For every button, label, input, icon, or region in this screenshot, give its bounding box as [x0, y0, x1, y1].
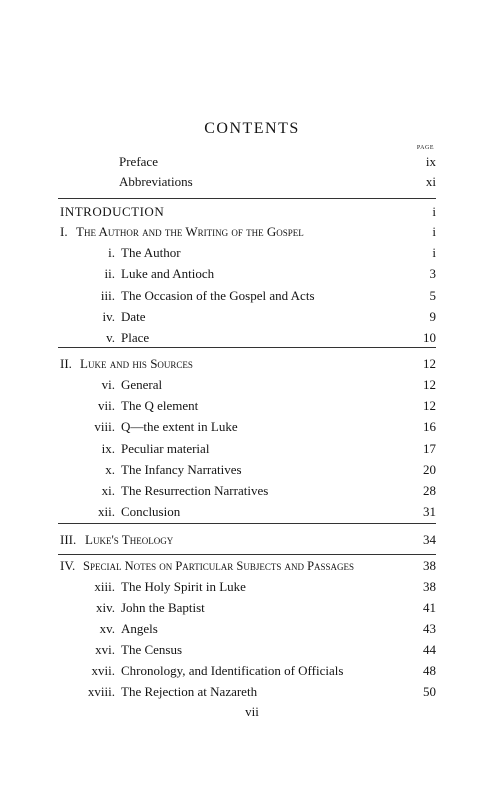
- page-title: CONTENTS: [204, 120, 300, 137]
- toc-entry-page: 48: [423, 663, 436, 678]
- toc-entry-page: i: [432, 204, 436, 219]
- toc-entry-page: 41: [423, 600, 436, 615]
- toc-entry: [0, 639, 504, 661]
- toc-entry-label: The Holy Spirit in Luke: [121, 579, 246, 594]
- toc-entry-page: xi: [425, 174, 436, 189]
- toc-section-heading: [0, 353, 504, 375]
- section-number: II.: [60, 356, 72, 371]
- toc-entry-label: Date: [121, 309, 146, 324]
- entry-number: xiv.: [95, 600, 115, 615]
- toc-heading-label: INTRODUCTION: [60, 204, 165, 219]
- toc-entry: [0, 306, 504, 328]
- entry-number: iv.: [102, 309, 115, 324]
- entry-number: viii.: [94, 419, 115, 434]
- toc-entry-label: Angels: [121, 621, 158, 636]
- toc-entry-label: Peculiar material: [121, 441, 210, 456]
- section-title: Luke and his Sources: [80, 356, 193, 371]
- entry-number: xi.: [101, 483, 115, 498]
- toc-entry-page: ix: [425, 154, 436, 169]
- toc-entry-label: Luke and Antioch: [121, 266, 215, 281]
- toc-entry-label: The Q element: [121, 398, 199, 413]
- toc-entry-label: Preface: [119, 154, 158, 169]
- toc-entry-label: General: [121, 377, 163, 392]
- toc-entry: [0, 263, 504, 285]
- toc-entry-label: The Census: [121, 642, 183, 657]
- section-number: IV.: [60, 558, 76, 573]
- toc-entry: [0, 438, 504, 460]
- section-number: I.: [60, 224, 68, 239]
- toc-entry-page: 20: [423, 462, 436, 477]
- toc-section-heading: [0, 529, 504, 551]
- toc-entry-label: The Occasion of the Gospel and Acts: [121, 288, 315, 303]
- toc-entry-page: 38: [423, 579, 436, 594]
- toc-entry-label: The Infancy Narratives: [121, 462, 242, 477]
- toc-entry: [0, 459, 504, 481]
- toc-entry-page: 10: [423, 330, 436, 345]
- entry-number: iii.: [100, 288, 115, 303]
- entry-number: xvii.: [91, 663, 115, 678]
- toc-entry: [0, 242, 504, 264]
- toc-entry: [0, 681, 504, 703]
- toc-entry-page: 43: [423, 621, 436, 636]
- toc-entry-page: i: [432, 245, 436, 260]
- section-number: III.: [60, 532, 77, 547]
- toc-entry-page: 9: [429, 309, 436, 324]
- entry-number: v.: [106, 330, 115, 345]
- toc-entry-page: 31: [423, 504, 436, 519]
- toc-entry-label: Chronology, and Identification of Officials: [121, 663, 344, 678]
- toc-entry-page: 12: [423, 377, 436, 392]
- toc-entry-page: 5: [429, 288, 436, 303]
- toc-entry-page: 38: [423, 558, 436, 573]
- toc-entry: [0, 618, 504, 640]
- toc-entry: [0, 576, 504, 598]
- toc-entry: [0, 395, 504, 417]
- section-divider: [58, 198, 436, 199]
- toc-entry-page: 34: [423, 532, 436, 547]
- toc-entry-page: 50: [423, 684, 436, 699]
- toc-entry-label: The Author: [121, 245, 181, 260]
- toc-entry-page: i: [432, 224, 436, 239]
- toc-entry-page: 12: [423, 356, 436, 371]
- entry-number: xv.: [99, 621, 115, 636]
- entry-number: ii.: [104, 266, 115, 281]
- toc-entry-page: 3: [429, 266, 436, 281]
- entry-number: x.: [105, 462, 115, 477]
- toc-entry: [0, 374, 504, 396]
- toc-entry-page: 17: [423, 441, 436, 456]
- section-divider: [58, 347, 436, 348]
- toc-entry-label: The Resurrection Narratives: [121, 483, 269, 498]
- toc-entry-page: 12: [423, 398, 436, 413]
- toc-entry-page: 16: [423, 419, 436, 434]
- toc-entry-label: Abbreviations: [119, 174, 193, 189]
- section-title: Special Notes on Particular Subjects and Passages: [83, 559, 355, 573]
- toc-entry-label: The Rejection at Nazareth: [121, 684, 258, 699]
- toc-entry-label: John the Baptist: [121, 600, 205, 615]
- page-number: vii: [245, 704, 259, 719]
- toc-entry: [0, 285, 504, 307]
- page-column-label: PAGE: [416, 145, 434, 151]
- toc-entry-label: Conclusion: [121, 504, 181, 519]
- toc-entry-label: Q—the extent in Luke: [121, 419, 238, 434]
- toc-entry: [0, 416, 504, 438]
- entry-number: vi.: [101, 377, 115, 392]
- toc-entry: [0, 501, 504, 523]
- toc-entry: [0, 480, 504, 502]
- toc-introduction: [0, 201, 504, 223]
- entry-number: ix.: [101, 441, 115, 456]
- entry-number: xvi.: [95, 642, 115, 657]
- toc-entry: [0, 660, 504, 682]
- toc-entry-label: Place: [121, 330, 150, 345]
- entry-number: vii.: [98, 398, 115, 413]
- toc-entry-preface: [0, 151, 504, 173]
- entry-number: xii.: [98, 504, 115, 519]
- section-title: The Author and the Writing of the Gospel: [76, 224, 304, 239]
- section-divider: [58, 523, 436, 524]
- entry-number: xiii.: [94, 579, 115, 594]
- toc-entry-abbreviations: [0, 171, 504, 193]
- toc-section-heading: [0, 221, 504, 243]
- section-title: Luke's Theology: [85, 532, 174, 547]
- toc-entry: [0, 327, 504, 349]
- entry-number: xviii.: [87, 684, 115, 699]
- entry-number: i.: [108, 245, 115, 260]
- toc-entry-page: 44: [423, 642, 436, 657]
- toc-section-heading: [0, 555, 504, 577]
- toc-entry-page: 28: [423, 483, 436, 498]
- toc-entry: [0, 597, 504, 619]
